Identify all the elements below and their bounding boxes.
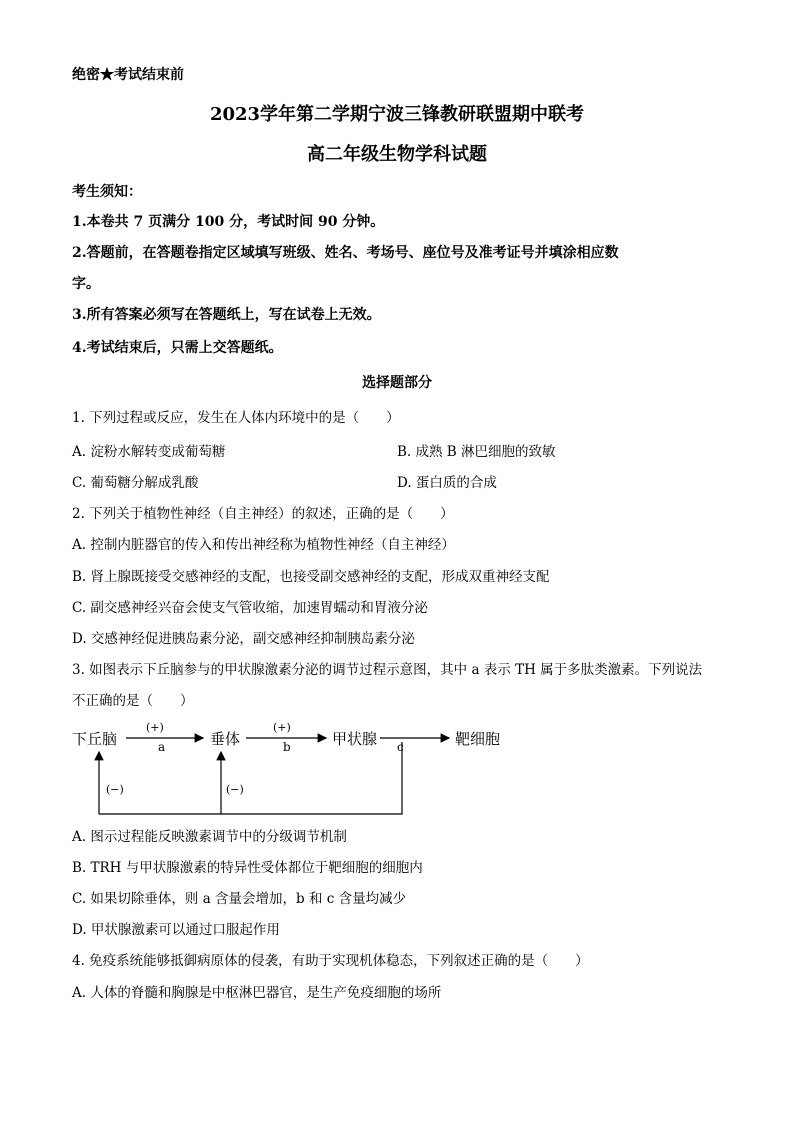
q2-option-d: D. 交感神经促进胰岛素分泌，副交感神经抑制胰岛素分泌 — [72, 631, 415, 647]
feedback-line — [99, 742, 402, 814]
q3-option-b: B. TRH 与甲状腺激素的特异性受体都位于靶细胞的细胞内 — [72, 860, 423, 876]
label-c: c — [397, 740, 404, 754]
label-b: b — [283, 740, 291, 754]
notice-item-2: 2.答题前，在答题卷指定区域填写班级、姓名、考场号、座位号及准考证号并填涂相应数 — [72, 245, 619, 261]
node-thyroid: 甲状腺 — [332, 730, 378, 748]
q2-option-b: B. 肾上腺既接受交感神经的支配，也接受副交感神经的支配，形成双重神经支配 — [72, 569, 550, 585]
notice-item-4: 4.考试结束后，只需上交答题纸。 — [72, 340, 283, 356]
node-target-cell: 靶细胞 — [455, 730, 501, 748]
q3-option-c: C. 如果切除垂体，则 a 含量会增加，b 和 c 含量均减少 — [72, 891, 407, 907]
q3-stem-line1: 3. 如图表示下丘脑参与的甲状腺激素分泌的调节过程示意图，其中 a 表示 TH 属于多肽类激素。下列说法 — [72, 662, 703, 678]
q4-stem: 4. 免疫系统能够抵御病原体的侵袭，有助于实现机体稳态，下列叙述正确的是（ ） — [72, 953, 589, 969]
q2-option-a: A. 控制内脏器官的传入和传出神经称为植物性神经（自主神经） — [72, 537, 455, 553]
label-a: a — [158, 740, 166, 754]
node-pituitary: 垂体 — [210, 730, 241, 748]
minus-label-1: (−) — [106, 783, 124, 796]
minus-label-2: (−) — [226, 783, 244, 796]
q1-stem: 1. 下列过程或反应，发生在人体内环境中的是（ ） — [72, 410, 400, 426]
exam-title: 2023学年第二学期宁波三锋教研联盟期中联考 — [209, 104, 585, 125]
q1-option-c: C. 葡萄糖分解成乳酸 — [72, 475, 199, 491]
hormone-regulation-diagram — [70, 718, 530, 818]
exam-subtitle: 高二年级生物学科试题 — [307, 144, 487, 165]
plus-label-a: (+) — [146, 721, 164, 734]
notice-item-1: 1.本卷共 7 页满分 100 分，考试时间 90 分钟。 — [72, 214, 385, 230]
q1-option-d: D. 蛋白质的合成 — [397, 475, 497, 491]
q2-stem: 2. 下列关于植物性神经（自主神经）的叙述，正确的是（ ） — [72, 506, 454, 522]
notice-item-2-cont: 字。 — [72, 276, 100, 292]
q3-option-a: A. 图示过程能反映激素调节中的分级调节机制 — [72, 829, 347, 845]
notice-heading: 考生须知： — [72, 184, 142, 200]
q1-option-a: A. 淀粉水解转变成葡萄糖 — [72, 444, 226, 460]
q4-option-a: A. 人体的脊髓和胸腺是中枢淋巴器官，是生产免疫细胞的场所 — [72, 985, 442, 1001]
node-hypothalamus: 下丘脑 — [72, 730, 118, 748]
q2-option-c: C. 副交感神经兴奋会使支气管收缩，加速胃蠕动和胃液分泌 — [72, 600, 428, 616]
q3-option-d: D. 甲状腺激素可以通过口服起作用 — [72, 922, 280, 938]
q3-stem-line2: 不正确的是（ ） — [72, 693, 194, 709]
section-title: 选择题部分 — [362, 375, 432, 391]
secret-label: 绝密★考试结束前 — [72, 67, 184, 83]
plus-label-b: (+) — [273, 721, 291, 734]
notice-item-3: 3.所有答案必须写在答题纸上，写在试卷上无效。 — [72, 307, 381, 323]
q1-option-b: B. 成熟 B 淋巴细胞的致敏 — [397, 444, 556, 460]
